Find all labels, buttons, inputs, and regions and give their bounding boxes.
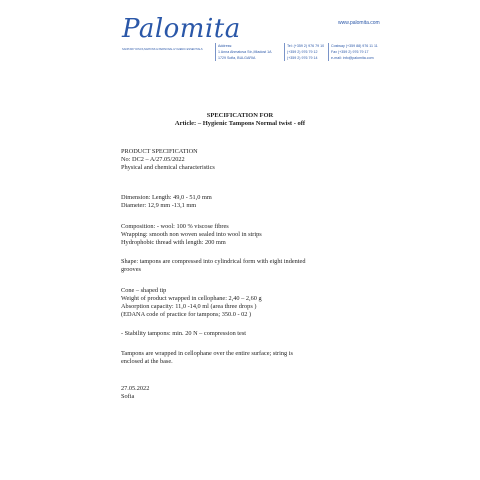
document-date: 27.05.2022 bbox=[121, 385, 150, 392]
spec-line: (EDANA code of practice for tampons; 350.0 - 02 ) bbox=[121, 311, 252, 318]
header-divider bbox=[215, 43, 216, 61]
spec-number: No: DC2 – A/27.05/2022 bbox=[121, 156, 185, 163]
document-title: SPECIFICATION FOR bbox=[206, 112, 274, 119]
spec-line: Tampons are wrapped in cellophane over the entire surface; string is bbox=[121, 350, 293, 357]
spec-subheading: Physical and chemical characteristics bbox=[121, 164, 215, 171]
document-place: Sofia bbox=[121, 393, 135, 400]
header-divider bbox=[284, 43, 285, 61]
address-label: Address: bbox=[218, 44, 233, 48]
spec-line: Hydrophobic thread with length: 200 mm bbox=[121, 239, 226, 246]
spec-line: Dimension: Length: 49,0 - 51,0 mm bbox=[121, 194, 212, 201]
contact-line: Costway (+359 88) 976 11 11 bbox=[331, 44, 378, 48]
company-logo: Palomita bbox=[122, 14, 241, 44]
phone-number: Tel: (+359 2) 976 79 10 bbox=[287, 44, 325, 48]
spec-line: Cone – shaped tip bbox=[121, 287, 167, 294]
spec-line: enclosed at the base. bbox=[121, 358, 173, 365]
spec-line: Shape: tampons are compressed into cylindrical form with eight indented bbox=[121, 258, 306, 265]
spec-line: - Stability tampons: min. 20 N – compression test bbox=[121, 330, 247, 337]
spec-line: Wrapping: smooth non woven sealed into wool in strips bbox=[121, 231, 262, 238]
company-tagline: SANITARY DISCS,NAPKINS & PERSONAL HYGIENIC ESSENTIALS bbox=[122, 48, 203, 51]
spec-line: grooves bbox=[121, 266, 141, 273]
address-line: 1729 Sofia, BULGARIA bbox=[218, 56, 256, 60]
spec-heading: PRODUCT SPECIFICATION bbox=[121, 148, 198, 155]
website-link[interactable]: www.palomita.com bbox=[338, 20, 380, 26]
phone-number: (+359 2) 976 79 12 bbox=[287, 50, 318, 54]
contact-email[interactable]: e-mail: info@palomita.com bbox=[331, 56, 374, 60]
phone-number: (+359 2) 976 79 14 bbox=[287, 56, 318, 60]
spec-line: Diameter: 12,9 mm -13,1 mm bbox=[121, 202, 197, 209]
article-title: Article: – Hygienic Tampons Normal twist - off bbox=[174, 120, 306, 127]
spec-line: Composition: - wool: 100 % viscose fibres bbox=[121, 223, 229, 230]
spec-line: Weight of product wrapped in cellophane: 2,40 – 2,60 g bbox=[121, 295, 262, 302]
address-line: 1 Anna Ahmatova Str.,Mladost 1A bbox=[218, 50, 272, 54]
header-divider bbox=[328, 43, 329, 61]
spec-line: Absorption capacity: 11,0 -14,0 ml (area three drops ) bbox=[121, 303, 257, 310]
contact-line: Fax (+359 2) 976 79 17 bbox=[331, 50, 369, 54]
